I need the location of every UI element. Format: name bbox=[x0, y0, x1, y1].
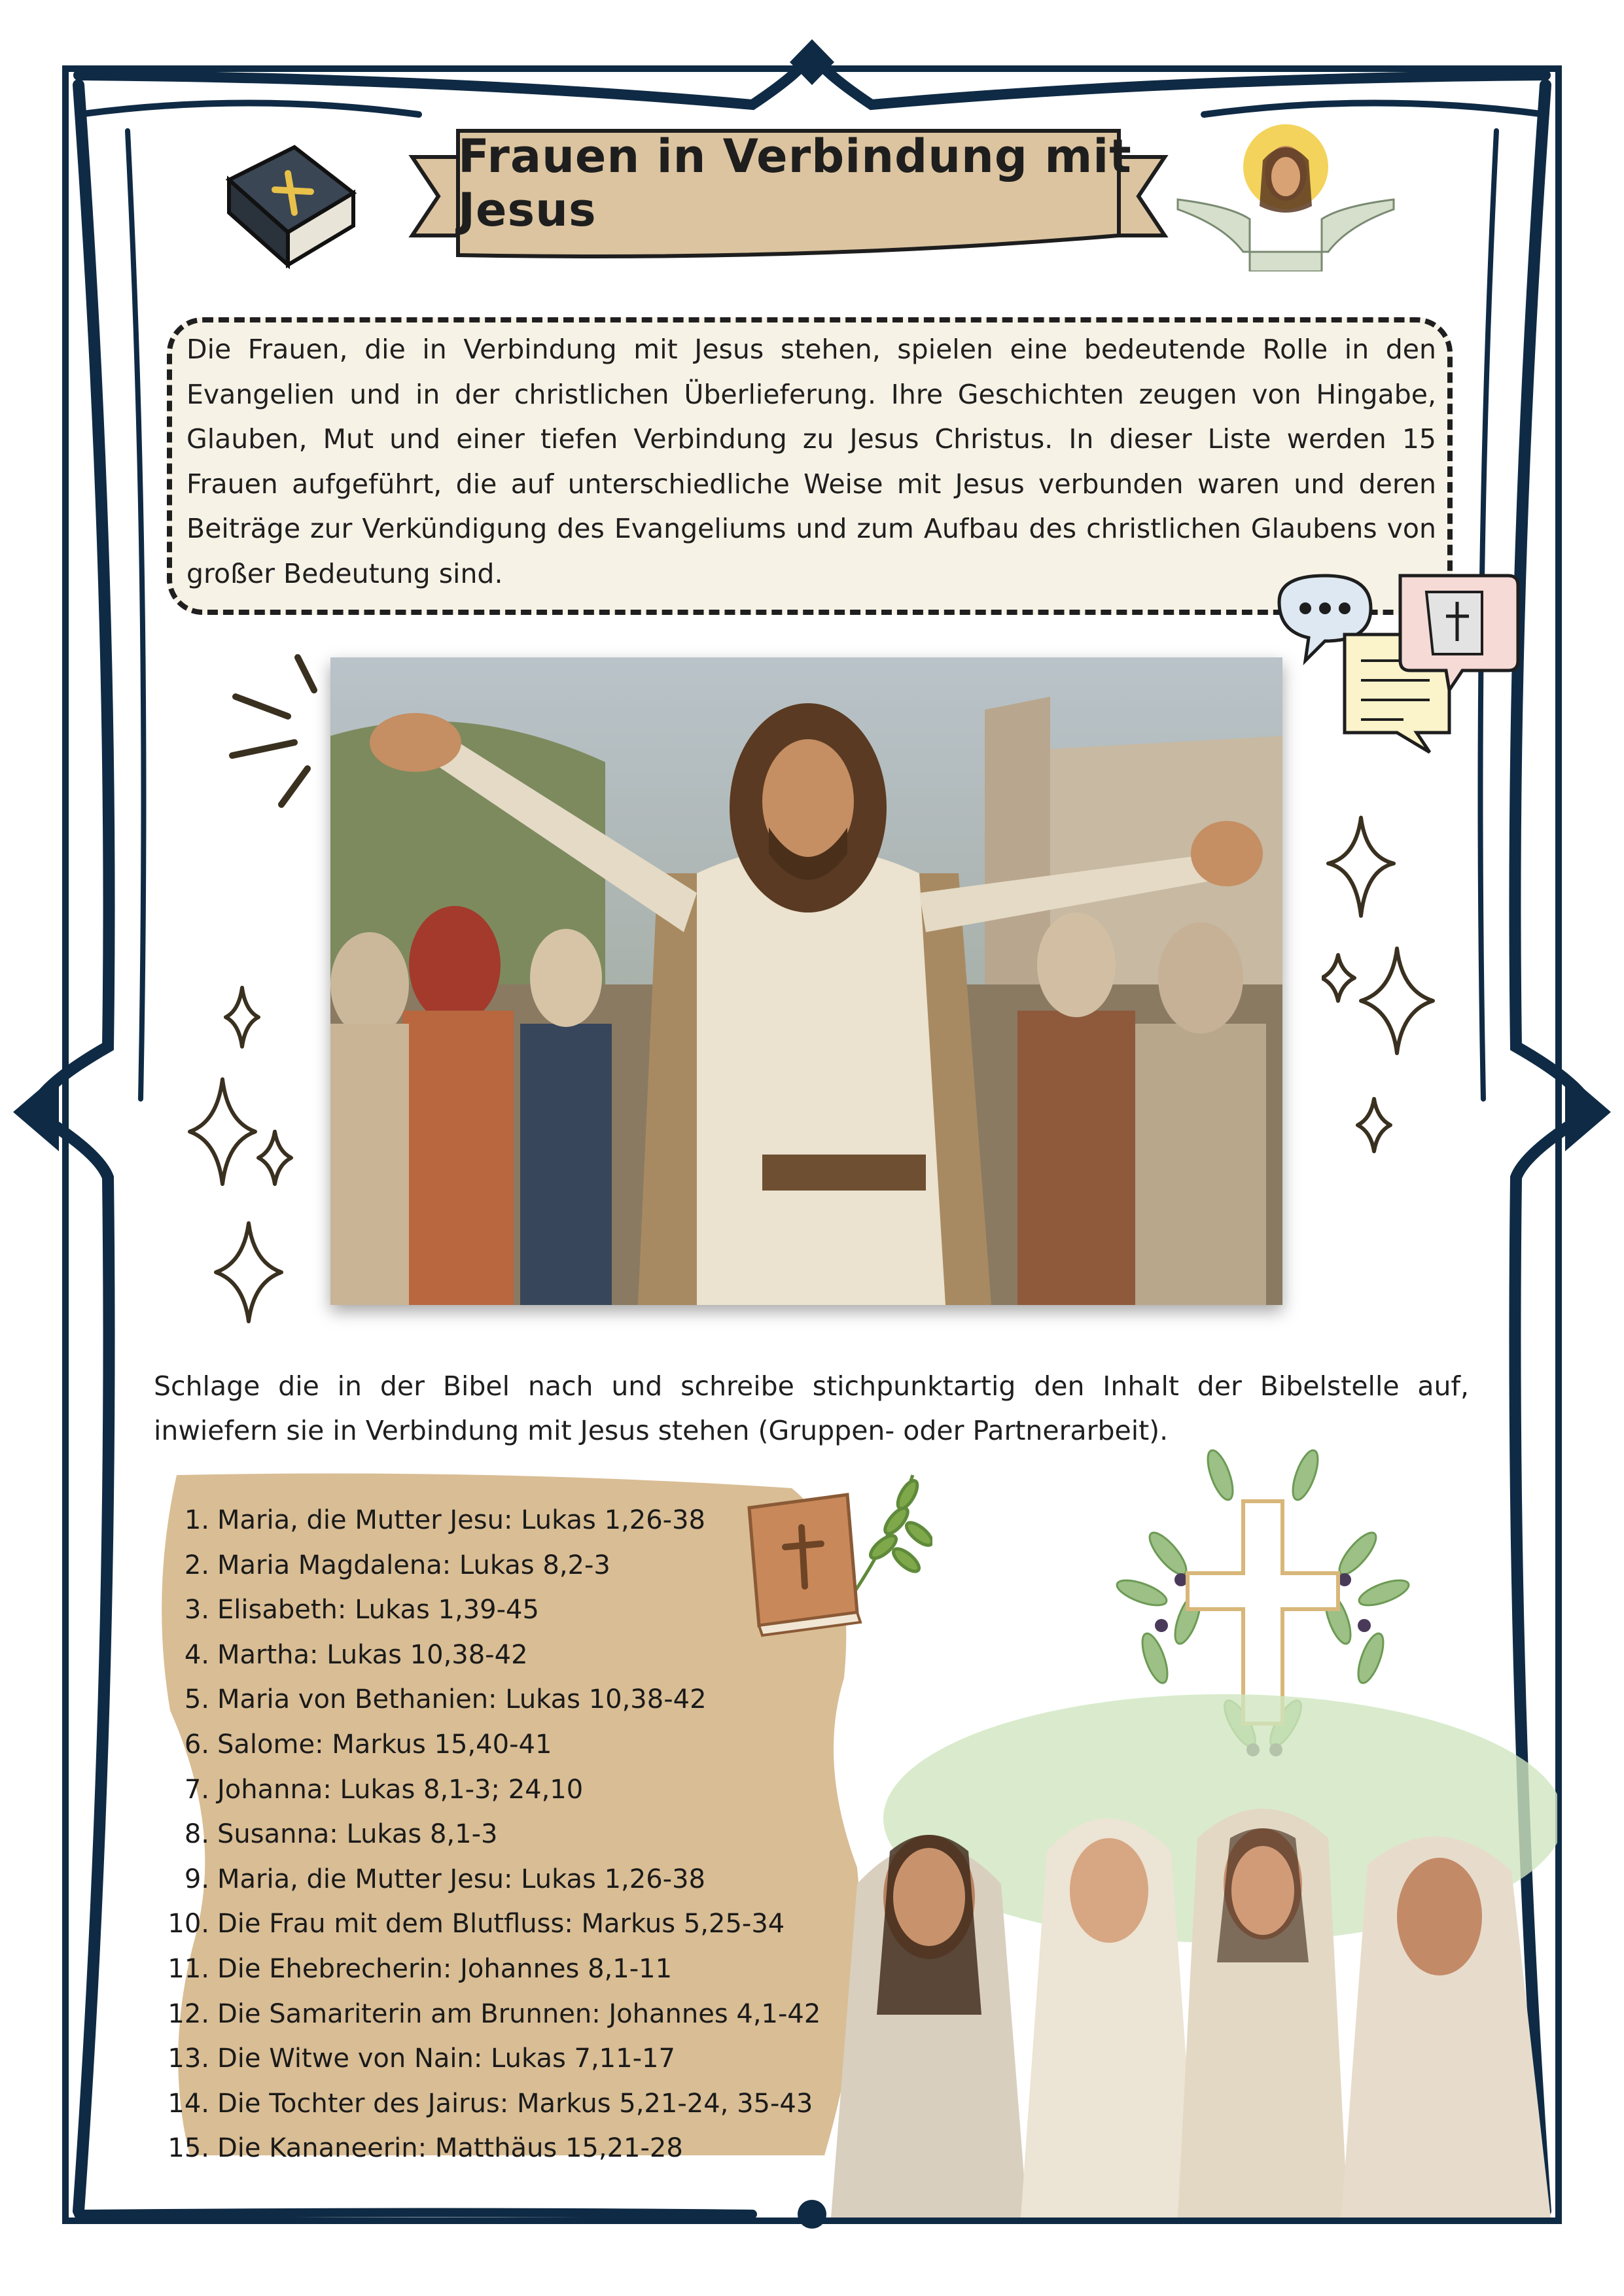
list-item: 7. Johanna: Lukas 8,1-3; 24,10 bbox=[184, 1774, 584, 1805]
speech-bubbles-icon bbox=[1266, 563, 1528, 759]
intro-text: Die Frauen, die in Verbindung mit Jesus stehen, spielen eine bedeutende Rolle in den Evangelien und in der christlichen Überlieferung. Ihre Geschichten zeugen von Hingabe, Glauben, Mut und einer tiefen Verbindung zu Jesus Christus. In dieser Liste werden 15 Frauen aufgeführt, die auf unterschiedliche Weise mit Jesus verbunden waren und deren Beiträge zur Verkündigung des Evangeliums und zum Aufbau des christlichen Glaubens von großer Bedeutung sind. bbox=[186, 334, 1436, 589]
list-item: 6. Salome: Markus 15,40-41 bbox=[184, 1729, 552, 1760]
instruction-text: Schlage die in der Bibel nach und schreibe stichpunktartig den Inhalt der Bibelstelle auf, inwiefern sie in Verbindung mit Jesus stehen (Gruppen- oder Partnerarbeit). bbox=[154, 1370, 1469, 1446]
list-item: 5. Maria von Bethanien: Lukas 10,38-42 bbox=[184, 1684, 707, 1715]
bible-icon bbox=[736, 1455, 932, 1671]
list-item: 12. Die Samariterin am Brunnen: Johannes 4,1-42 bbox=[168, 1998, 821, 2029]
jesus-with-women-photo bbox=[330, 657, 1282, 1305]
bible-icon bbox=[216, 141, 366, 278]
list-item: 15. Die Kananeerin: Matthäus 15,21-28 bbox=[168, 2133, 683, 2164]
list-item: 9. Maria, die Mutter Jesu: Lukas 1,26-38 bbox=[184, 1864, 705, 1894]
list-item: 8. Susanna: Lukas 8,1-3 bbox=[184, 1819, 498, 1850]
sparkle-icon bbox=[183, 981, 314, 1348]
jesus-figure-icon bbox=[1165, 121, 1407, 271]
women-group-photo bbox=[831, 1688, 1557, 2218]
list-item: 4. Martha: Lukas 10,38-42 bbox=[184, 1639, 528, 1670]
sparkle-icon bbox=[1322, 811, 1453, 1191]
page-title: Frauen in Verbindung mit Jesus bbox=[458, 130, 1132, 237]
list-item: 11. Die Ehebrecherin: Johannes 8,1-11 bbox=[168, 1953, 673, 1984]
list-item: 2. Maria Magdalena: Lukas 8,2-3 bbox=[184, 1550, 610, 1580]
list-item: 10. Die Frau mit dem Blutfluss: Markus 5,25-34 bbox=[168, 1909, 785, 1939]
list-item: 14. Die Tochter des Jairus: Markus 5,21-24, 35-43 bbox=[168, 2088, 813, 2119]
burst-lines-icon bbox=[222, 644, 321, 814]
list-item: 3. Elisabeth: Lukas 1,39-45 bbox=[184, 1595, 539, 1626]
list-item: 13. Die Witwe von Nain: Lukas 7,11-17 bbox=[168, 2044, 675, 2074]
list-item: 1. Maria, die Mutter Jesu: Lukas 1,26-38 bbox=[184, 1505, 705, 1535]
